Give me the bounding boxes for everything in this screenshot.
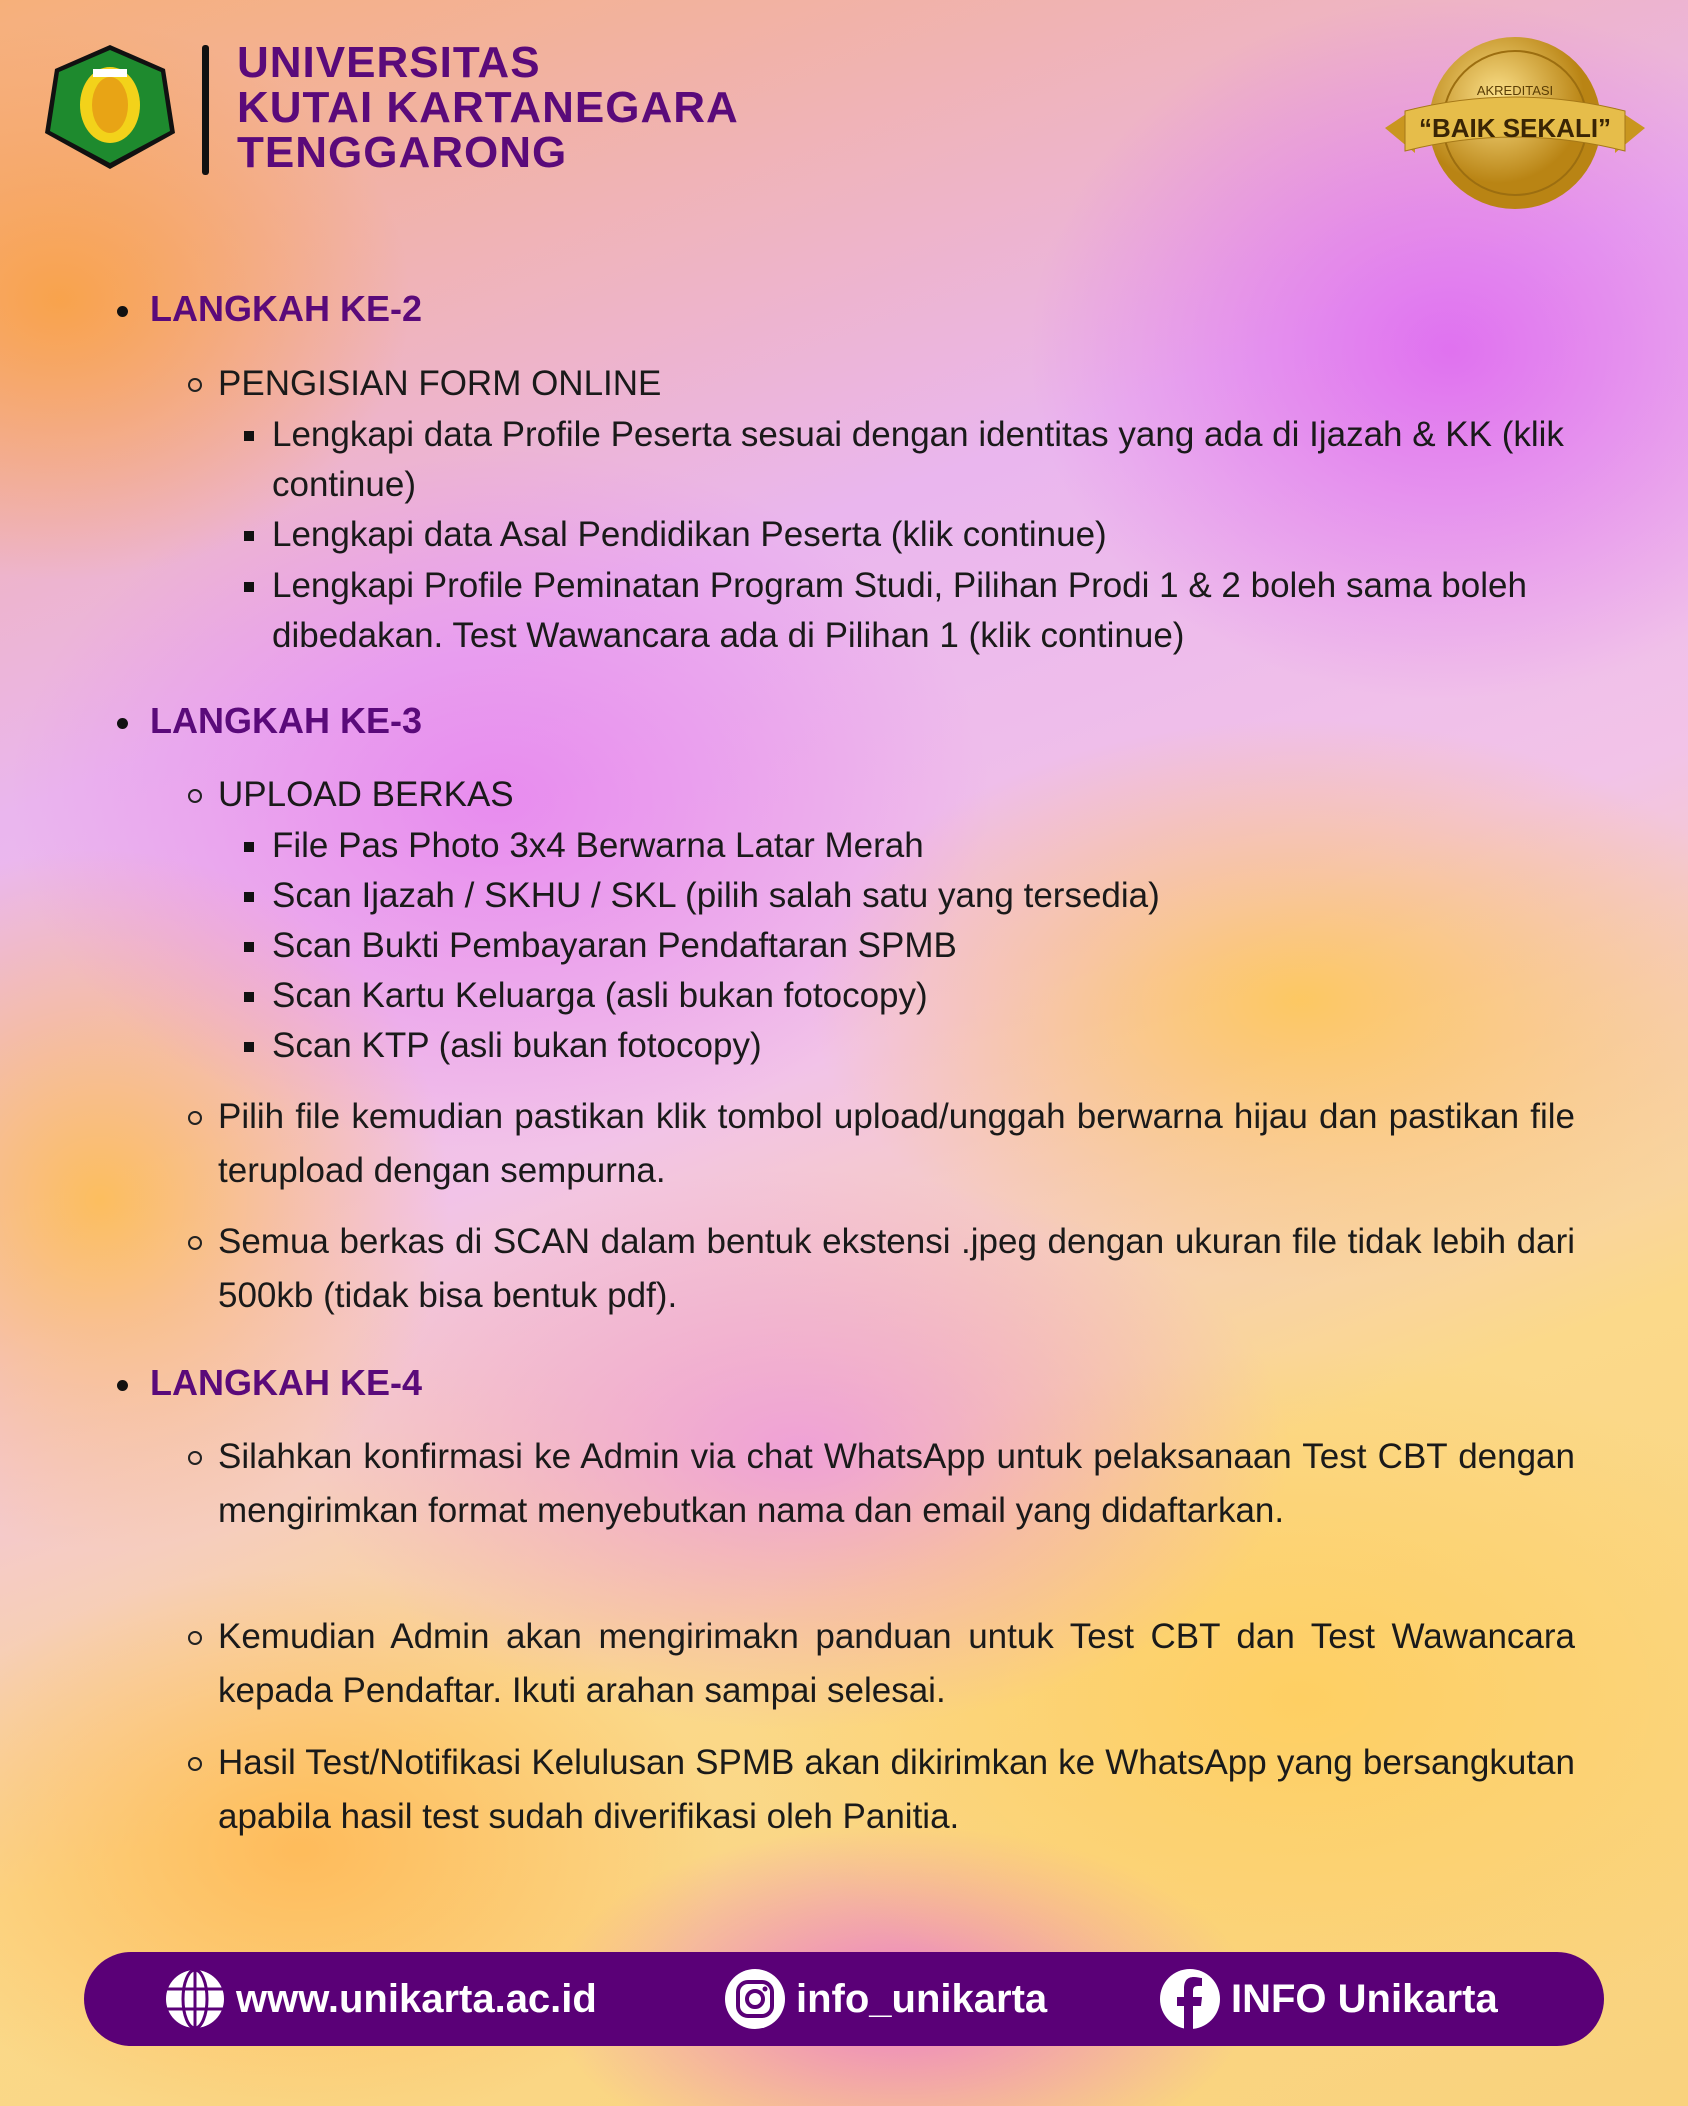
instagram-icon [724, 1968, 786, 2030]
list-item: Lengkapi Profile Peminatan Program Studi, Pilihan Prodi 1 & 2 boleh sama boleh dibedakan. Test Wawancara ada di Pilihan 1 (klik continue) [272, 561, 1575, 661]
university-name [237, 40, 739, 175]
list-item: Silahkan konfirmasi ke Admin via chat WhatsApp untuk pelaksanaan Test CBT dengan mengirimkan format menyebutkan nama dan email yang didaftarkan. [218, 1430, 1575, 1538]
footer-contact-bar [84, 1952, 1604, 2046]
facebook-icon [1159, 1968, 1221, 2030]
website-link[interactable] [164, 1952, 597, 2046]
list-item: Scan Ijazah / SKHU / SKL (pilih salah satu yang tersedia) [272, 871, 1575, 921]
globe-icon [164, 1968, 226, 2030]
list-item: PENGISIAN FORM ONLINE [218, 357, 1575, 411]
list-item: Scan Bukti Pembayaran Pendaftaran SPMB [272, 921, 1575, 971]
accreditation-badge [1385, 33, 1645, 213]
list-item: Semua berkas di SCAN dalam bentuk ekstensi .jpeg dengan ukuran file tidak lebih dari 500kb (tidak bisa bentuk pdf). [218, 1215, 1575, 1323]
step-heading: LANGKAH KE-3 [150, 700, 423, 741]
list-item: Kemudian Admin akan mengirimakn panduan untuk Test CBT dan Test Wawancara kepada Pendaftar. Ikuti arahan sampai selesai. [218, 1610, 1575, 1718]
list-item: UPLOAD BERKAS [218, 768, 1575, 822]
list-item: Scan Kartu Keluarga (asli bukan fotocopy) [272, 971, 1575, 1021]
list-item: Pilih file kemudian pastikan klik tombol upload/unggah berwarna hijau dan pastikan file terupload dengan sempurna. [218, 1090, 1575, 1198]
university-logo [43, 43, 177, 171]
title-line: TENGGARONG [237, 128, 568, 177]
header-divider [202, 45, 209, 175]
step-heading: LANGKAH KE-4 [150, 1362, 423, 1403]
title-line: KUTAI KARTANEGARA [237, 83, 739, 132]
list-item: Scan KTP (asli bukan fotocopy) [272, 1021, 1575, 1071]
list-item: Lengkapi data Profile Peserta sesuai dengan identitas yang ada di Ijazah & KK (klik continue) [272, 410, 1575, 510]
badge-label: “BAIK SEKALI” [1418, 113, 1612, 143]
title-line: UNIVERSITAS [237, 38, 541, 87]
step-heading: LANGKAH KE-2 [150, 288, 423, 329]
badge-top-text: AKREDITASI [1476, 83, 1554, 98]
list-item: Hasil Test/Notifikasi Kelulusan SPMB akan dikirimkan ke WhatsApp yang bersangkutan apabila hasil test sudah diverifikasi oleh Panitia. [218, 1736, 1575, 1844]
instagram-link[interactable] [724, 1952, 1047, 2046]
facebook-label: INFO Unikarta [1231, 1976, 1498, 2021]
instagram-label: info_unikarta [796, 1976, 1048, 2021]
medal-icon [1385, 33, 1645, 213]
website-label: www.unikarta.ac.id [236, 1976, 597, 2021]
list-item: File Pas Photo 3x4 Berwarna Latar Merah [272, 821, 1575, 871]
facebook-link[interactable] [1159, 1952, 1498, 2046]
list-item: Lengkapi data Asal Pendidikan Peserta (klik continue) [272, 510, 1575, 560]
